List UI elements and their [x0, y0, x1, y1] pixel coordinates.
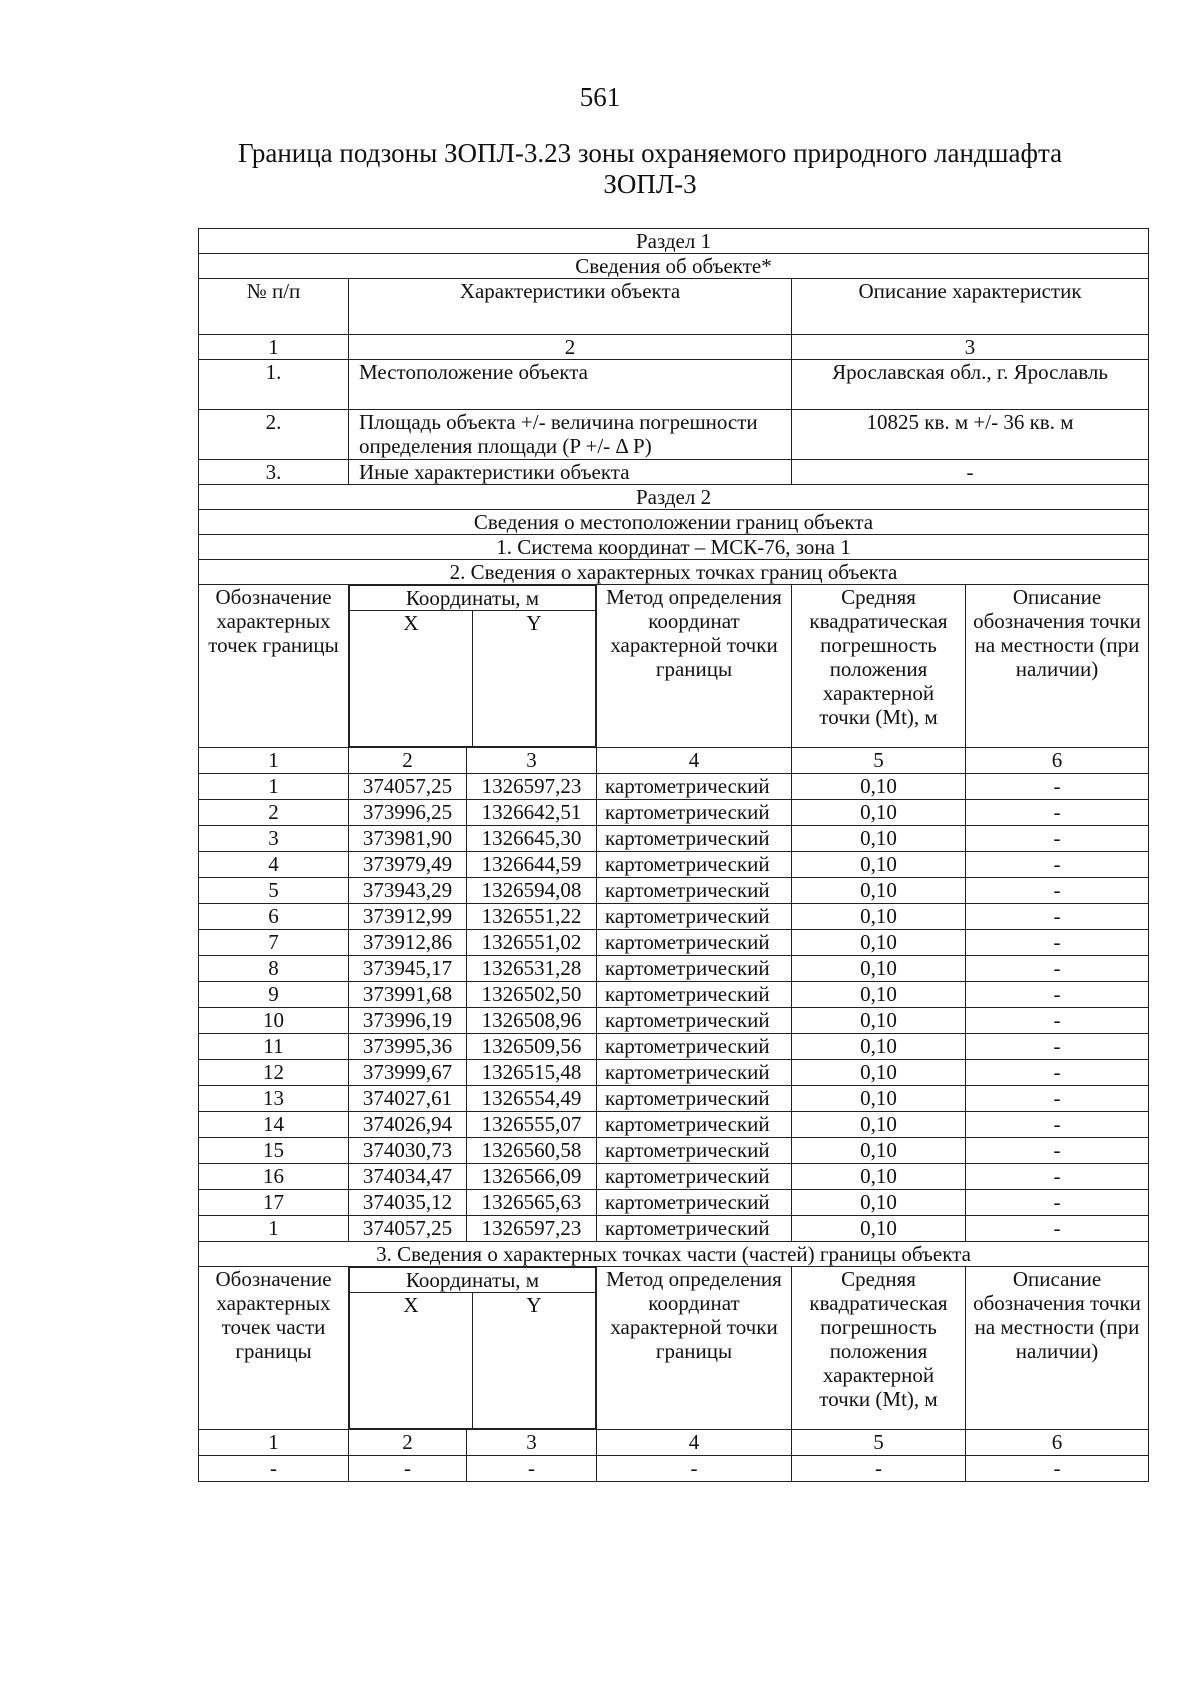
point-x: 374030,73 — [349, 1138, 467, 1164]
point-row — [199, 1034, 1149, 1060]
point-x: 374026,94 — [349, 1112, 467, 1138]
point-method: картометрический — [597, 1138, 792, 1164]
index-cell: 2 — [349, 335, 792, 360]
point-row — [199, 1008, 1149, 1034]
point-row — [199, 1216, 1149, 1242]
point-x: 373912,99 — [349, 904, 467, 930]
parts-coords-header — [349, 1267, 597, 1430]
point-desc: - — [966, 1190, 1149, 1216]
point-method: картометрический — [597, 1008, 792, 1034]
row-description: - — [792, 460, 1149, 485]
point-desc: - — [966, 1112, 1149, 1138]
point-y: 1326597,23 — [467, 774, 597, 800]
point-method: картометрический — [597, 826, 792, 852]
point-number: 13 — [199, 1086, 349, 1112]
point-method: картометрический — [597, 1086, 792, 1112]
section1-title: Раздел 1 — [199, 229, 1149, 254]
point-desc: - — [966, 826, 1149, 852]
section2-subtitle-row — [199, 510, 1149, 535]
title-line-1: Граница подзоны ЗОПЛ-3.23 зоны охраняемого природного ландшафта — [237, 138, 1063, 168]
x-header: X — [350, 611, 473, 747]
point-desc: - — [966, 1086, 1149, 1112]
index-cell: 3 — [792, 335, 1149, 360]
point-y: 1326645,30 — [467, 826, 597, 852]
point-x: 373991,68 — [349, 982, 467, 1008]
point-mt: 0,10 — [792, 1138, 966, 1164]
index-cell: 3 — [467, 748, 597, 774]
index-cell: 6 — [966, 1430, 1149, 1456]
point-mt: 0,10 — [792, 956, 966, 982]
point-number: 17 — [199, 1190, 349, 1216]
point-y: 1326509,56 — [467, 1034, 597, 1060]
point-mt: 0,10 — [792, 852, 966, 878]
section2-title: Раздел 2 — [199, 485, 1149, 510]
index-cell: 6 — [966, 748, 1149, 774]
section2-subtitle: Сведения о местоположении границ объекта — [199, 510, 1149, 535]
point-desc: - — [966, 800, 1149, 826]
point-mt: 0,10 — [792, 1216, 966, 1242]
point-method: картометрический — [597, 774, 792, 800]
index-cell: 5 — [792, 1430, 966, 1456]
point-row — [199, 1138, 1149, 1164]
parts-title: 3. Сведения о характерных точках части (частей) границы объекта — [199, 1242, 1149, 1267]
point-row — [199, 930, 1149, 956]
index-cell: 2 — [349, 1430, 467, 1456]
point-mt: 0,10 — [792, 930, 966, 956]
row-description: Ярославская обл., г. Ярославль — [792, 360, 1149, 410]
point-row — [199, 826, 1149, 852]
point-y: 1326508,96 — [467, 1008, 597, 1034]
point-x: 373999,67 — [349, 1060, 467, 1086]
index-cell: 1 — [199, 748, 349, 774]
index-cell: 4 — [597, 748, 792, 774]
point-row — [199, 1112, 1149, 1138]
index-cell: 1 — [199, 1430, 349, 1456]
document-title — [150, 138, 1150, 200]
point-row — [199, 878, 1149, 904]
point-x: 373981,90 — [349, 826, 467, 852]
point-method: картометрический — [597, 1190, 792, 1216]
point-method: картометрический — [597, 1164, 792, 1190]
parts-title-row — [199, 1242, 1149, 1267]
point-x: 374034,47 — [349, 1164, 467, 1190]
index-cell: 4 — [597, 1430, 792, 1456]
parts-designation-header: Обозначение характерных точек части границы — [199, 1267, 349, 1430]
points-title: 2. Сведения о характерных точках границ объекта — [199, 560, 1149, 585]
point-method: картометрический — [597, 878, 792, 904]
point-mt: 0,10 — [792, 826, 966, 852]
section1-subtitle-row — [199, 254, 1149, 279]
parts-header-row — [199, 1267, 1149, 1430]
point-method: картометрический — [597, 904, 792, 930]
point-x: 374035,12 — [349, 1190, 467, 1216]
point-y: 1326555,07 — [467, 1112, 597, 1138]
point-row — [199, 774, 1149, 800]
point-desc: - — [966, 1060, 1149, 1086]
coord-system-row — [199, 535, 1149, 560]
points-index-row — [199, 748, 1149, 774]
point-number: 2 — [199, 800, 349, 826]
point-number: 1 — [199, 774, 349, 800]
point-number: 1 — [199, 1216, 349, 1242]
section1-row — [199, 360, 1149, 410]
col-num-header: № п/п — [199, 279, 349, 335]
point-desc: - — [966, 930, 1149, 956]
row-number: 3. — [199, 460, 349, 485]
point-desc: - — [966, 904, 1149, 930]
method-header: Метод определения координат характерной точки границы — [597, 585, 792, 748]
point-x: 374027,61 — [349, 1086, 467, 1112]
point-desc: - — [966, 982, 1149, 1008]
point-y: 1326531,28 — [467, 956, 597, 982]
point-number: 14 — [199, 1112, 349, 1138]
point-row — [199, 852, 1149, 878]
parts-coords-label: Координаты, м — [350, 1268, 596, 1293]
index-cell: 1 — [199, 335, 349, 360]
section1-row — [199, 410, 1149, 460]
index-cell: 2 — [349, 748, 467, 774]
parts-x-header: X — [350, 1293, 473, 1429]
point-desc: - — [966, 1216, 1149, 1242]
parts-coords-header-inner — [349, 1267, 596, 1429]
row-characteristic: Иные характеристики объекта — [349, 460, 792, 485]
index-cell: 3 — [467, 1430, 597, 1456]
parts-cell: - — [349, 1456, 467, 1482]
point-desc: - — [966, 1034, 1149, 1060]
parts-cell: - — [597, 1456, 792, 1482]
point-y: 1326502,50 — [467, 982, 597, 1008]
point-method: картометрический — [597, 800, 792, 826]
point-method: картометрический — [597, 1112, 792, 1138]
section1-subtitle: Сведения об объекте* — [199, 254, 1149, 279]
point-desc: - — [966, 956, 1149, 982]
parts-cell: - — [966, 1456, 1149, 1482]
points-title-row — [199, 560, 1149, 585]
section2-title-row — [199, 485, 1149, 510]
point-y: 1326551,02 — [467, 930, 597, 956]
point-mt: 0,10 — [792, 774, 966, 800]
point-mt: 0,10 — [792, 1164, 966, 1190]
point-number: 15 — [199, 1138, 349, 1164]
point-mt: 0,10 — [792, 1034, 966, 1060]
point-desc: - — [966, 774, 1149, 800]
parts-index-row — [199, 1430, 1149, 1456]
description-header: Описание обозначения точки на местности (при наличии) — [966, 585, 1149, 748]
point-row — [199, 1086, 1149, 1112]
title-line-2: ЗОПЛ-3 — [603, 169, 697, 199]
point-mt: 0,10 — [792, 800, 966, 826]
error-header: Средняя квадратическая погрешность положения характерной точки (Mt), м — [792, 585, 966, 748]
point-method: картометрический — [597, 1216, 792, 1242]
row-characteristic: Местоположение объекта — [349, 360, 792, 410]
point-x: 373996,19 — [349, 1008, 467, 1034]
section1-row — [199, 460, 1149, 485]
point-number: 9 — [199, 982, 349, 1008]
coord-system: 1. Система координат – МСК-76, зона 1 — [199, 535, 1149, 560]
point-row — [199, 800, 1149, 826]
point-mt: 0,10 — [792, 1008, 966, 1034]
parts-error-header: Средняя квадратическая погрешность положения характерной точки (Mt), м — [792, 1267, 966, 1430]
point-y: 1326566,09 — [467, 1164, 597, 1190]
section1-header-row — [199, 279, 1149, 335]
section1-title-row — [199, 229, 1149, 254]
point-row — [199, 1060, 1149, 1086]
point-number: 8 — [199, 956, 349, 982]
point-row — [199, 956, 1149, 982]
point-method: картометрический — [597, 982, 792, 1008]
row-number: 1. — [199, 360, 349, 410]
point-mt: 0,10 — [792, 1060, 966, 1086]
parts-y-header: Y — [473, 1293, 596, 1429]
row-number: 2. — [199, 410, 349, 460]
point-number: 16 — [199, 1164, 349, 1190]
point-y: 1326644,59 — [467, 852, 597, 878]
index-cell: 5 — [792, 748, 966, 774]
point-x: 374057,25 — [349, 1216, 467, 1242]
point-y: 1326551,22 — [467, 904, 597, 930]
point-y: 1326554,49 — [467, 1086, 597, 1112]
point-mt: 0,10 — [792, 904, 966, 930]
point-y: 1326515,48 — [467, 1060, 597, 1086]
point-x: 373943,29 — [349, 878, 467, 904]
point-desc: - — [966, 852, 1149, 878]
point-method: картометрический — [597, 930, 792, 956]
point-x: 374057,25 — [349, 774, 467, 800]
object-boundary-table — [198, 228, 1149, 1482]
point-y: 1326594,08 — [467, 878, 597, 904]
point-x: 373996,25 — [349, 800, 467, 826]
col-desc-header: Описание характеристик — [792, 279, 1149, 335]
point-desc: - — [966, 1138, 1149, 1164]
point-number: 11 — [199, 1034, 349, 1060]
point-desc: - — [966, 878, 1149, 904]
point-row — [199, 1190, 1149, 1216]
point-number: 7 — [199, 930, 349, 956]
parts-description-header: Описание обозначения точки на местности (при наличии) — [966, 1267, 1149, 1430]
point-y: 1326597,23 — [467, 1216, 597, 1242]
coords-header-inner — [349, 585, 596, 747]
point-method: картометрический — [597, 956, 792, 982]
point-x: 373945,17 — [349, 956, 467, 982]
point-y: 1326565,63 — [467, 1190, 597, 1216]
designation-header: Обозначение характерных точек границы — [199, 585, 349, 748]
point-number: 3 — [199, 826, 349, 852]
row-description: 10825 кв. м +/- 36 кв. м — [792, 410, 1149, 460]
point-number: 12 — [199, 1060, 349, 1086]
point-desc: - — [966, 1008, 1149, 1034]
point-x: 373912,86 — [349, 930, 467, 956]
point-desc: - — [966, 1164, 1149, 1190]
point-mt: 0,10 — [792, 982, 966, 1008]
parts-cell: - — [792, 1456, 966, 1482]
point-mt: 0,10 — [792, 878, 966, 904]
point-mt: 0,10 — [792, 1086, 966, 1112]
point-y: 1326560,58 — [467, 1138, 597, 1164]
point-method: картометрический — [597, 1060, 792, 1086]
point-y: 1326642,51 — [467, 800, 597, 826]
point-number: 10 — [199, 1008, 349, 1034]
row-characteristic: Площадь объекта +/- величина погрешности определения площади (P +/- Δ P) — [349, 410, 792, 460]
point-x: 373995,36 — [349, 1034, 467, 1060]
section1-index-row — [199, 335, 1149, 360]
point-number: 4 — [199, 852, 349, 878]
point-method: картометрический — [597, 1034, 792, 1060]
point-row — [199, 1164, 1149, 1190]
points-header-row — [199, 585, 1149, 748]
point-row — [199, 904, 1149, 930]
point-mt: 0,10 — [792, 1112, 966, 1138]
coords-header — [349, 585, 597, 748]
page-number: 561 — [579, 82, 621, 112]
point-number: 6 — [199, 904, 349, 930]
parts-method-header: Метод определения координат характерной точки границы — [597, 1267, 792, 1430]
point-mt: 0,10 — [792, 1190, 966, 1216]
point-method: картометрический — [597, 852, 792, 878]
parts-cell: - — [199, 1456, 349, 1482]
point-number: 5 — [199, 878, 349, 904]
point-x: 373979,49 — [349, 852, 467, 878]
y-header: Y — [473, 611, 596, 747]
point-row — [199, 982, 1149, 1008]
coords-label: Координаты, м — [350, 586, 596, 611]
col-char-header: Характеристики объекта — [349, 279, 792, 335]
parts-row — [199, 1456, 1149, 1482]
parts-cell: - — [467, 1456, 597, 1482]
